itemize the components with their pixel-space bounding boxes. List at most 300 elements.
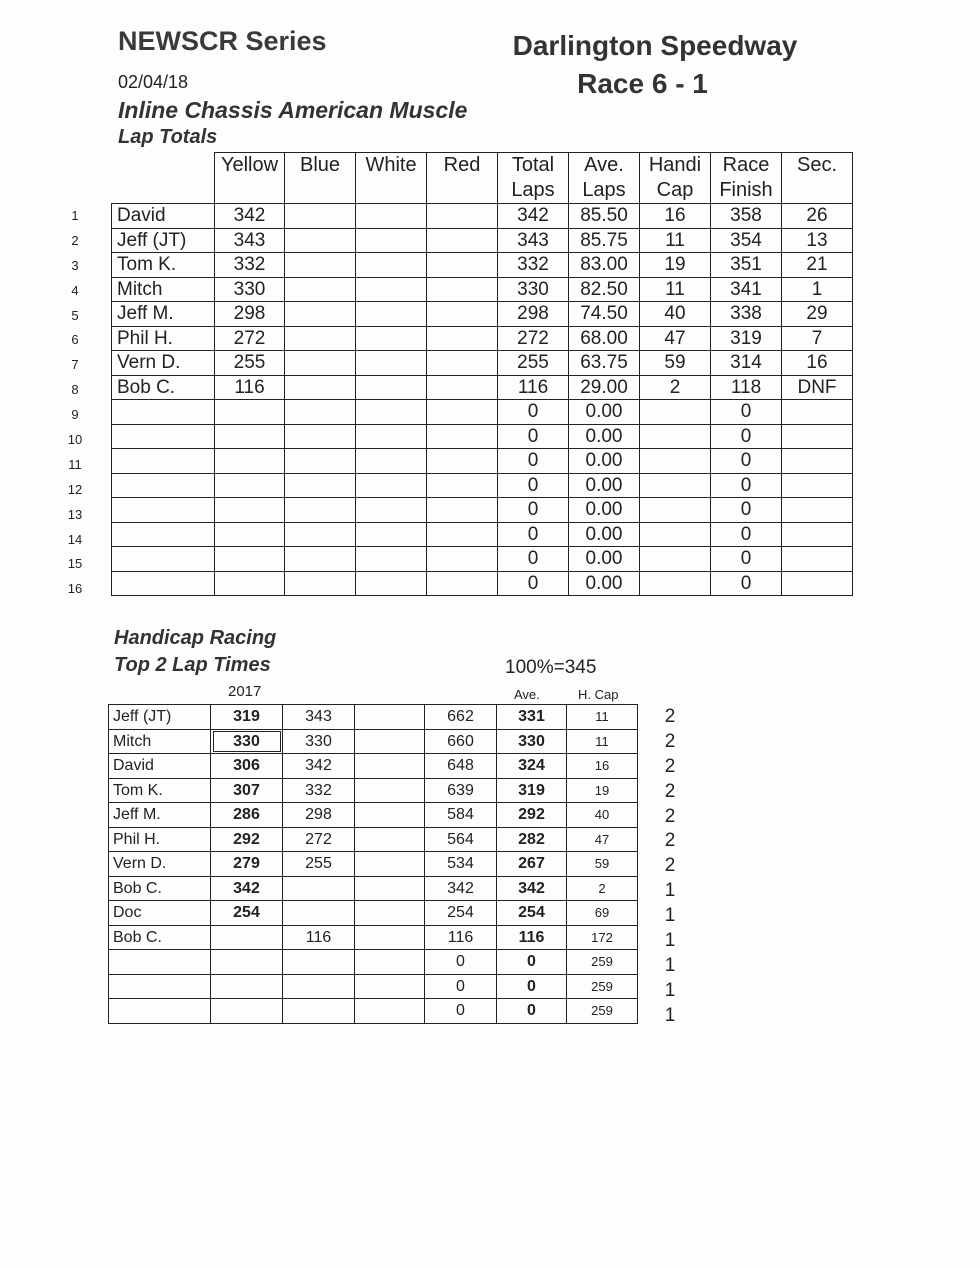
row-number: 10 — [67, 432, 83, 448]
cell-red — [427, 351, 498, 376]
count-column — [655, 705, 685, 1029]
lap-count: 2 — [664, 805, 676, 827]
cell-hcap: 40 — [567, 803, 638, 828]
cell-yellow — [215, 547, 285, 572]
cell-total: 534 — [425, 852, 497, 877]
cell-hcap: 259 — [567, 950, 638, 975]
cell-hcap: 11 — [567, 729, 638, 754]
row-number-column — [60, 204, 90, 602]
cell-handicap: 16 — [640, 204, 711, 229]
cell-name — [109, 999, 211, 1024]
cell-handicap: 11 — [640, 228, 711, 253]
cell-hcap: 69 — [567, 901, 638, 926]
lap-totals-row — [112, 498, 853, 523]
cell-red — [427, 449, 498, 474]
cell-finish: 0 — [711, 571, 782, 596]
cell-blue — [285, 228, 356, 253]
row-number: 8 — [71, 382, 79, 398]
cell-t2017: 254 — [211, 901, 283, 926]
cell-name — [112, 547, 215, 572]
cell-handicap — [640, 400, 711, 425]
ave-label: Ave. — [514, 687, 540, 702]
cell-finish: 0 — [711, 473, 782, 498]
cell-t2017: 286 — [211, 803, 283, 828]
cell-finish: 341 — [711, 277, 782, 302]
cell-name — [112, 449, 215, 474]
cell-red — [427, 302, 498, 327]
cell-t2017: 306 — [211, 754, 283, 779]
cell-yellow: 255 — [215, 351, 285, 376]
cell-blue — [285, 400, 356, 425]
cell-white — [356, 326, 427, 351]
cell-total: 564 — [425, 827, 497, 852]
cell-red — [427, 522, 498, 547]
row-number: 15 — [67, 556, 83, 572]
cell-blank — [355, 876, 425, 901]
lap-totals-title: Lap Totals — [118, 126, 218, 148]
cell-ave: 85.75 — [569, 228, 640, 253]
handicap-row — [109, 705, 638, 730]
cell-name — [112, 522, 215, 547]
lap-totals-table — [111, 152, 853, 596]
handicap-row — [109, 876, 638, 901]
cell-finish: 351 — [711, 253, 782, 278]
cell-handicap: 2 — [640, 375, 711, 400]
cell-ave: 0 — [497, 950, 567, 975]
cell-yellow: 342 — [215, 204, 285, 229]
cell-finish: 319 — [711, 326, 782, 351]
header-blue: Blue — [285, 153, 356, 204]
cell-hcap: 47 — [567, 827, 638, 852]
cell-ave: 116 — [497, 925, 567, 950]
cell-red — [427, 571, 498, 596]
cell-blank — [355, 705, 425, 730]
lap-totals-row — [112, 449, 853, 474]
cell-cur: 116 — [283, 925, 355, 950]
cell-total: 0 — [498, 424, 569, 449]
cell-sec: 1 — [782, 277, 853, 302]
row-number: 11 — [68, 456, 82, 472]
cell-blank — [355, 925, 425, 950]
cell-blank — [355, 950, 425, 975]
cell-name: Tom K. — [109, 778, 211, 803]
cell-ave: 0.00 — [569, 498, 640, 523]
cell-sec: 21 — [782, 253, 853, 278]
cell-name — [109, 950, 211, 975]
cell-handicap — [640, 424, 711, 449]
cell-t2017: 292 — [211, 827, 283, 852]
lap-totals-row — [112, 351, 853, 376]
handicap-row — [109, 925, 638, 950]
cell-total: 0 — [498, 522, 569, 547]
lap-count: 2 — [664, 755, 676, 777]
cell-cur — [283, 999, 355, 1024]
cell-ave: 254 — [497, 901, 567, 926]
cell-ave: 74.50 — [569, 302, 640, 327]
cell-sec — [782, 522, 853, 547]
cell-finish: 354 — [711, 228, 782, 253]
lap-count: 1 — [664, 880, 676, 902]
cell-name — [109, 974, 211, 999]
cell-finish: 358 — [711, 204, 782, 229]
cell-total: 0 — [498, 449, 569, 474]
handicap-row — [109, 950, 638, 975]
lap-totals-row — [112, 571, 853, 596]
cell-name: David — [109, 754, 211, 779]
cell-sec — [782, 424, 853, 449]
cell-hcap: 259 — [567, 974, 638, 999]
cell-sec — [782, 449, 853, 474]
cell-name — [112, 424, 215, 449]
race-date: 02/04/18 — [118, 72, 189, 92]
cell-t2017: 307 — [211, 778, 283, 803]
cell-blue — [285, 473, 356, 498]
cell-cur: 343 — [283, 705, 355, 730]
cell-name: Mitch — [112, 277, 215, 302]
cell-blue — [285, 204, 356, 229]
cell-ave: 0 — [497, 974, 567, 999]
row-number: 14 — [67, 531, 83, 547]
lap-count: 2 — [664, 706, 676, 727]
cell-blue — [285, 375, 356, 400]
cell-t2017: 279 — [211, 852, 283, 877]
cell-hcap: 172 — [567, 925, 638, 950]
cell-sec — [782, 473, 853, 498]
cell-sec: DNF — [782, 375, 853, 400]
cell-finish: 0 — [711, 498, 782, 523]
cell-ave: 63.75 — [569, 351, 640, 376]
lap-count: 1 — [664, 954, 676, 976]
cell-red — [427, 326, 498, 351]
row-number: 16 — [67, 581, 83, 597]
series-title: NEWSCR Series — [118, 26, 327, 56]
cell-blank — [355, 852, 425, 877]
cell-white — [356, 547, 427, 572]
cell-blank — [355, 778, 425, 803]
cell-white — [356, 253, 427, 278]
cell-hcap: 16 — [567, 754, 638, 779]
cell-red — [427, 204, 498, 229]
cell-white — [356, 473, 427, 498]
cell-blank — [355, 754, 425, 779]
cell-finish: 0 — [711, 547, 782, 572]
lap-count: 1 — [664, 979, 676, 1001]
cell-name: Jeff (JT) — [109, 705, 211, 730]
cell-blue — [285, 326, 356, 351]
handicap-title: Handicap Racing — [114, 627, 277, 649]
cell-yellow: 343 — [215, 228, 285, 253]
handicap-row — [109, 827, 638, 852]
handicap-row — [109, 803, 638, 828]
cell-sec: 7 — [782, 326, 853, 351]
row-number: 7 — [71, 357, 79, 373]
cell-red — [427, 424, 498, 449]
cell-ave: 85.50 — [569, 204, 640, 229]
cell-sec: 13 — [782, 228, 853, 253]
lap-totals-row — [112, 326, 853, 351]
row-number: 2 — [71, 232, 79, 248]
cell-yellow — [215, 449, 285, 474]
cell-red — [427, 228, 498, 253]
cell-yellow: 116 — [215, 375, 285, 400]
cell-yellow: 332 — [215, 253, 285, 278]
cell-blue — [285, 351, 356, 376]
cell-cur — [283, 950, 355, 975]
row-number: 4 — [71, 282, 79, 298]
cell-cur — [283, 974, 355, 999]
race-title: Race 6 - 1 — [577, 68, 708, 99]
row-number: 3 — [71, 257, 79, 273]
cell-name: Phil H. — [112, 326, 215, 351]
cell-t2017: 342 — [211, 876, 283, 901]
cell-cur: 298 — [283, 803, 355, 828]
cell-ave: 0.00 — [569, 473, 640, 498]
cell-handicap — [640, 522, 711, 547]
lap-count: 2 — [664, 730, 676, 752]
cell-total: 662 — [425, 705, 497, 730]
cell-handicap: 47 — [640, 326, 711, 351]
cell-yellow — [215, 498, 285, 523]
cell-red — [427, 253, 498, 278]
handicap-row — [109, 852, 638, 877]
cell-blank — [355, 901, 425, 926]
cell-t2017 — [211, 999, 283, 1024]
lap-count: 1 — [664, 905, 676, 927]
row-number: 5 — [71, 307, 79, 323]
cell-blue — [285, 571, 356, 596]
cell-name — [112, 498, 215, 523]
cell-total: 342 — [498, 204, 569, 229]
cell-ave: 324 — [497, 754, 567, 779]
cell-handicap: 59 — [640, 351, 711, 376]
cell-total: 298 — [498, 302, 569, 327]
cell-blank — [355, 999, 425, 1024]
cell-finish: 0 — [711, 400, 782, 425]
cell-total: 254 — [425, 901, 497, 926]
cell-handicap: 11 — [640, 277, 711, 302]
lap-totals-row — [112, 277, 853, 302]
lap-count: 1 — [664, 1004, 676, 1026]
cell-blue — [285, 547, 356, 572]
cell-total: 116 — [498, 375, 569, 400]
cell-white — [356, 277, 427, 302]
cell-ave: 331 — [497, 705, 567, 730]
cell-white — [356, 571, 427, 596]
cell-yellow — [215, 400, 285, 425]
cell-total: 255 — [498, 351, 569, 376]
cell-name — [112, 400, 215, 425]
cell-sec: 29 — [782, 302, 853, 327]
cell-yellow: 272 — [215, 326, 285, 351]
cell-sec: 26 — [782, 204, 853, 229]
cell-handicap — [640, 571, 711, 596]
cell-white — [356, 400, 427, 425]
cell-ave: 29.00 — [569, 375, 640, 400]
cell-name: Tom K. — [112, 253, 215, 278]
cell-blank — [355, 974, 425, 999]
cell-ave: 0 — [497, 999, 567, 1024]
row-number: 12 — [67, 481, 83, 497]
cell-sec — [782, 498, 853, 523]
cell-name: Jeff M. — [112, 302, 215, 327]
cell-t2017 — [211, 950, 283, 975]
cell-cur: 330 — [283, 729, 355, 754]
cell-ave: 282 — [497, 827, 567, 852]
cell-total: 0 — [425, 974, 497, 999]
cell-hcap: 2 — [567, 876, 638, 901]
cell-red — [427, 498, 498, 523]
cell-name: Bob C. — [112, 375, 215, 400]
cell-ave: 267 — [497, 852, 567, 877]
header-handicap: Handi Cap — [640, 153, 711, 204]
cell-total: 584 — [425, 803, 497, 828]
cell-yellow — [215, 522, 285, 547]
cell-white — [356, 375, 427, 400]
cell-finish: 0 — [711, 522, 782, 547]
cell-white — [356, 228, 427, 253]
year-label: 2017 — [228, 683, 262, 700]
cell-total: 0 — [498, 473, 569, 498]
lap-totals-row — [112, 204, 853, 229]
header-blank — [112, 153, 215, 204]
cell-ave: 0.00 — [569, 449, 640, 474]
cell-ave: 82.50 — [569, 277, 640, 302]
cell-total: 648 — [425, 754, 497, 779]
cell-finish: 0 — [711, 424, 782, 449]
cell-ave: 319 — [497, 778, 567, 803]
cell-t2017 — [211, 974, 283, 999]
cell-cur: 342 — [283, 754, 355, 779]
cell-name: Bob C. — [109, 876, 211, 901]
cell-ave: 0.00 — [569, 522, 640, 547]
cell-name: Jeff (JT) — [112, 228, 215, 253]
cell-ave: 0.00 — [569, 547, 640, 572]
cell-white — [356, 522, 427, 547]
lap-count: 2 — [664, 830, 676, 852]
header-ave-laps: Ave. Laps — [569, 153, 640, 204]
cell-total: 332 — [498, 253, 569, 278]
cell-white — [356, 204, 427, 229]
cell-name: Vern D. — [112, 351, 215, 376]
cell-name: Doc — [109, 901, 211, 926]
cell-yellow — [215, 473, 285, 498]
cell-total: 0 — [498, 400, 569, 425]
lap-totals-row — [112, 375, 853, 400]
handicap-row — [109, 754, 638, 779]
cell-ave: 0.00 — [569, 571, 640, 596]
cell-total: 116 — [425, 925, 497, 950]
cell-total: 0 — [498, 571, 569, 596]
cell-white — [356, 302, 427, 327]
track-title: Darlington Speedway — [512, 30, 798, 61]
lap-totals-row — [112, 547, 853, 572]
handicap-row — [109, 901, 638, 926]
cell-blank — [355, 729, 425, 754]
cell-ave: 0.00 — [569, 400, 640, 425]
cell-white — [356, 498, 427, 523]
cell-cur: 272 — [283, 827, 355, 852]
lap-totals-row — [112, 228, 853, 253]
cell-name: David — [112, 204, 215, 229]
cell-hcap: 59 — [567, 852, 638, 877]
header-race-finish: Race Finish — [711, 153, 782, 204]
cell-white — [356, 449, 427, 474]
cell-total: 660 — [425, 729, 497, 754]
header-white: White — [356, 153, 427, 204]
cell-blank — [355, 827, 425, 852]
cell-ave: 330 — [497, 729, 567, 754]
cell-total: 0 — [498, 547, 569, 572]
cell-blank — [355, 803, 425, 828]
cell-yellow — [215, 424, 285, 449]
cell-white — [356, 424, 427, 449]
handicap-row — [109, 974, 638, 999]
header-red: Red — [427, 153, 498, 204]
cell-ave: 292 — [497, 803, 567, 828]
lap-count: 1 — [664, 930, 676, 952]
cell-total: 330 — [498, 277, 569, 302]
cell-yellow: 298 — [215, 302, 285, 327]
cell-red — [427, 400, 498, 425]
row-number: 9 — [71, 407, 79, 423]
cell-handicap — [640, 473, 711, 498]
lap-totals-row — [112, 253, 853, 278]
cell-cur — [283, 876, 355, 901]
cell-name: Vern D. — [109, 852, 211, 877]
cell-blue — [285, 522, 356, 547]
cell-hcap: 11 — [567, 705, 638, 730]
header-yellow: Yellow — [215, 153, 285, 204]
header-total-laps: Total Laps — [498, 153, 569, 204]
cell-finish: 118 — [711, 375, 782, 400]
cell-handicap — [640, 498, 711, 523]
cell-red — [427, 277, 498, 302]
cell-yellow: 330 — [215, 277, 285, 302]
handicap-table — [108, 704, 638, 1024]
cell-blue — [285, 277, 356, 302]
cell-blue — [285, 498, 356, 523]
handicap-row — [109, 729, 638, 754]
hcap-label: H. Cap — [578, 687, 619, 702]
handicap-subtitle: Top 2 Lap Times — [114, 654, 271, 676]
cell-total: 0 — [498, 498, 569, 523]
row-number: 13 — [67, 506, 83, 522]
cell-ave: 83.00 — [569, 253, 640, 278]
handicap-row — [109, 778, 638, 803]
cell-hcap: 19 — [567, 778, 638, 803]
cell-blue — [285, 424, 356, 449]
cell-cur: 332 — [283, 778, 355, 803]
class-title: Inline Chassis American Muscle — [118, 97, 468, 123]
cell-name — [112, 571, 215, 596]
cell-yellow — [215, 571, 285, 596]
cell-t2017: 319 — [211, 705, 283, 730]
handicap-row — [109, 999, 638, 1024]
cell-name — [112, 473, 215, 498]
cell-handicap: 19 — [640, 253, 711, 278]
percent-note: 100%=345 — [505, 657, 597, 678]
lap-totals-header-row — [112, 153, 853, 204]
cell-sec — [782, 571, 853, 596]
cell-hcap: 259 — [567, 999, 638, 1024]
cell-name: Jeff M. — [109, 803, 211, 828]
lap-totals-row — [112, 473, 853, 498]
cell-t2017: 330 — [211, 729, 283, 754]
cell-handicap — [640, 547, 711, 572]
cell-finish: 338 — [711, 302, 782, 327]
cell-total: 0 — [425, 999, 497, 1024]
cell-cur — [283, 901, 355, 926]
